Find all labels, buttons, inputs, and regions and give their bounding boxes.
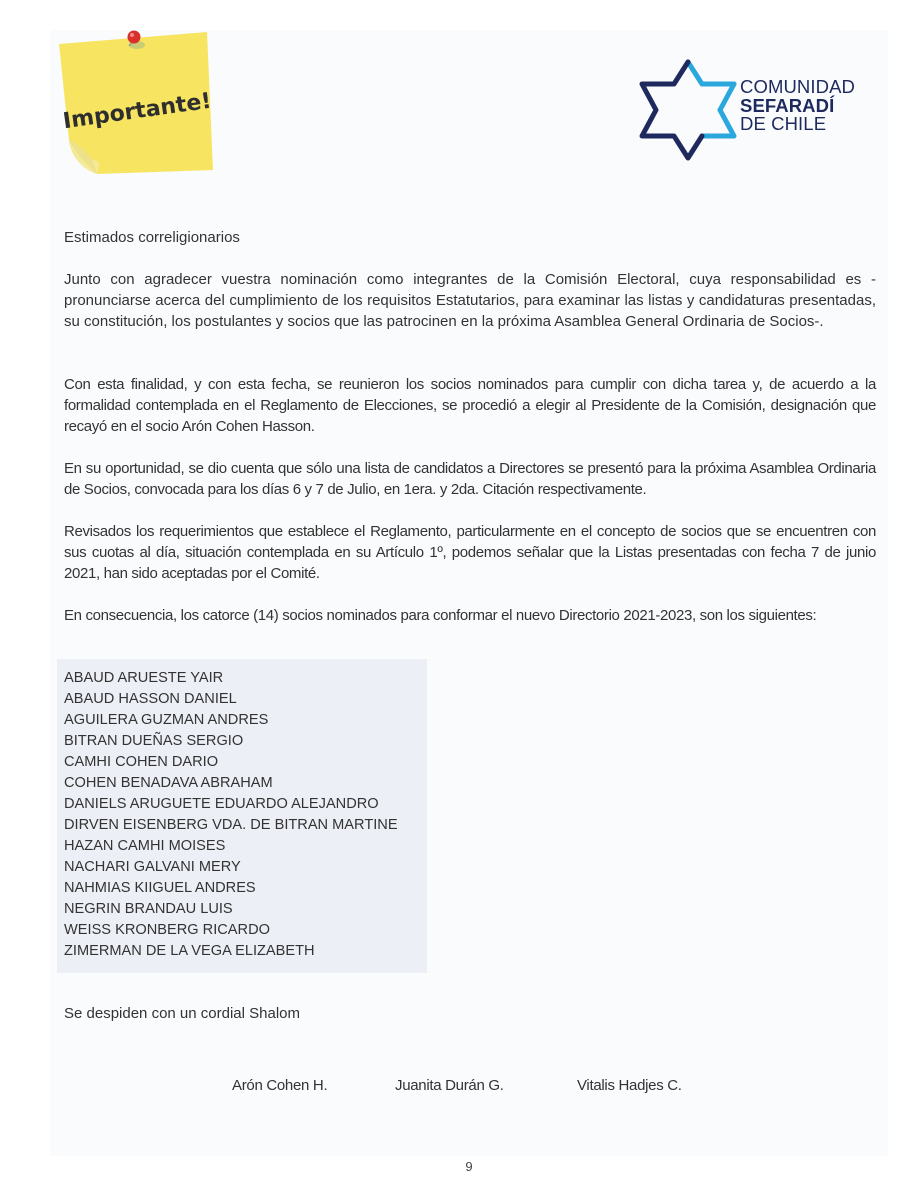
nominee-item: ABAUD ARUESTE YAIR: [64, 670, 224, 686]
nominee-item: NEGRIN BRANDAU LUIS: [64, 901, 233, 917]
nominee-item: WEISS KRONBERG RICARDO: [64, 922, 270, 938]
importante-label: Importante!: [61, 88, 213, 135]
logo-line-3: DE CHILE: [740, 113, 827, 134]
nominee-item: BITRAN DUEÑAS SERGIO: [64, 733, 244, 749]
nominee-item: ABAUD HASSON DANIEL: [64, 691, 237, 707]
nominee-item: NACHARI GALVANI MERY: [64, 859, 241, 875]
nominee-item: DANIELS ARUGUETE EDUARDO ALEJANDRO: [64, 796, 379, 812]
nominee-item: COHEN BENADAVA ABRAHAM: [64, 775, 273, 791]
importante-sticky-note: [57, 28, 217, 178]
logo-wordmark: [740, 78, 855, 134]
nominee-item: HAZAN CAMHI MOISES: [64, 838, 226, 854]
paragraph-1: Junto con agradecer vuestra nominación como integrantes de la Comisión Electoral, cuya responsabilidad es - pronunciarse acerca del cumplimiento de los requisitos Estatutarios, para examinar las listas y candidaturas presentadas, su constitución, los postulantes y socios que las patrocinen en la próxima Asamblea General Ordinaria de Socios-.: [64, 271, 876, 330]
closing-line: Se despiden con un cordial Shalom: [64, 1005, 300, 1022]
signature-2: Juanita Durán G.: [395, 1077, 504, 1094]
nominee-item: DIRVEN EISENBERG VDA. DE BITRAN MARTINE: [64, 817, 398, 833]
nominee-item: CAMHI COHEN DARIO: [64, 754, 219, 770]
nominees-list: [64, 668, 398, 962]
nominee-item: NAHMIAS KIIGUEL ANDRES: [64, 880, 256, 896]
nominee-item: ZIMERMAN DE LA VEGA ELIZABETH: [64, 943, 315, 959]
nominee-item: AGUILERA GUZMAN ANDRES: [64, 712, 269, 728]
star-of-david-icon: [636, 58, 740, 162]
paragraph-3: En su oportunidad, se dio cuenta que sólo una lista de candidatos a Directores se presentó para la próxima Asamblea Ordinaria de Socios, convocada para los días 6 y 7 de Julio, en 1era. y 2da. Citación respectivamente.: [64, 460, 876, 498]
comunidad-sefaradi-logo: [636, 58, 876, 162]
logo-line-2: SEFARADÍ: [740, 94, 835, 116]
paragraph-4: Revisados los requerimientos que establece el Reglamento, particularmente en el concepto de socios que se encuentren con sus cuotas al día, situación contemplada en su Artículo 1º, podemos señalar que la Listas presentadas con fecha 7 de junio 2021, han sido aceptadas por el Comité.: [64, 523, 876, 582]
page-number: 9: [465, 1159, 473, 1174]
greeting: Estimados correligionarios: [64, 229, 240, 246]
signature-1: Arón Cohen H.: [232, 1077, 328, 1094]
paragraph-5: En consecuencia, los catorce (14) socios nominados para conformar el nuevo Directorio 2021-2023, son los siguientes:: [64, 607, 817, 624]
logo-line-1: COMUNIDAD: [740, 76, 855, 97]
nominees-box: [57, 659, 427, 973]
document-page: [50, 30, 888, 1156]
sticky-note-icon: [57, 28, 217, 178]
signature-3: Vitalis Hadjes C.: [577, 1077, 682, 1094]
paragraph-2: Con esta finalidad, y con esta fecha, se reunieron los socios nominados para cumplir con dicha tarea y, de acuerdo a la formalidad contemplada en el Reglamento de Elecciones, se procedió a elegir al Presidente de la Comisión, designación que recayó en el socio Arón Cohen Hasson.: [64, 376, 876, 435]
